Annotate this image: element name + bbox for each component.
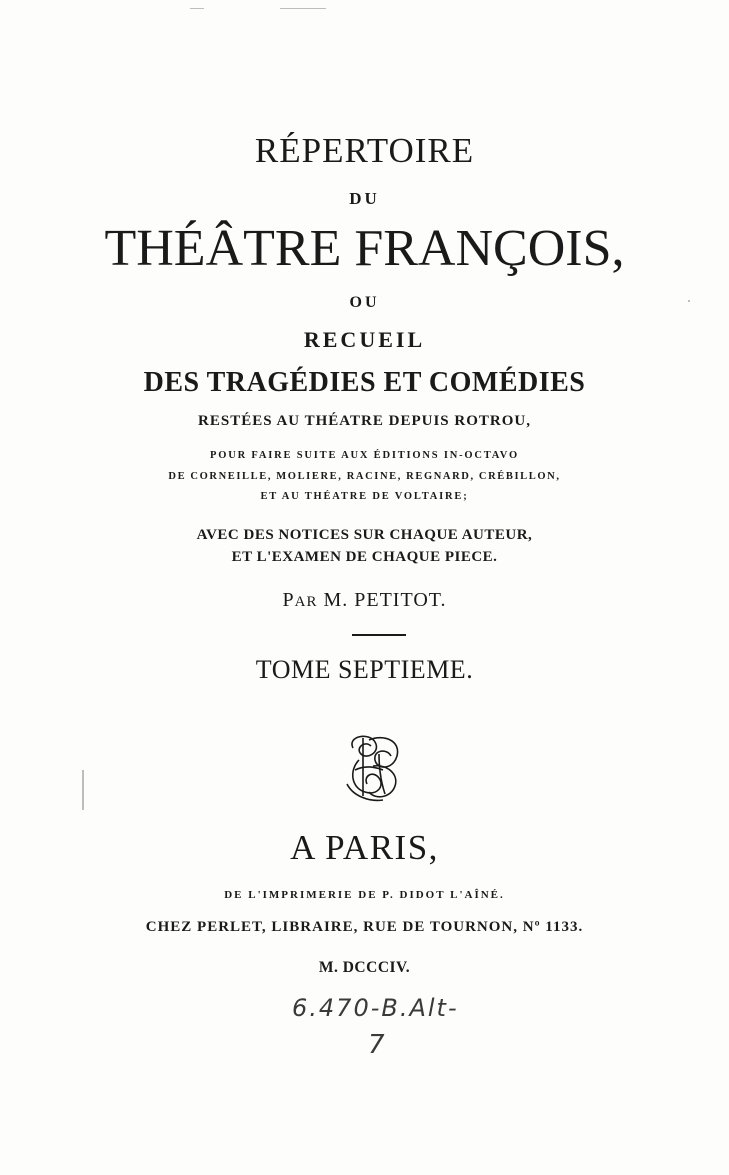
subtitle-restees: RESTÉES AU THÉATRE DEPUIS ROTROU, [198, 413, 531, 429]
title-du: DU [349, 189, 380, 208]
subtitle-recueil: RECUEIL [303, 327, 426, 352]
author-par-rest: AR [294, 594, 318, 610]
title-repertoire: RÉPERTOIRE [254, 131, 475, 170]
imprint-city: A PARIS, [290, 828, 439, 867]
subtitle-voltaire: ET AU THÉATRE DE VOLTAIRE; [260, 491, 469, 502]
author-line [0, 590, 729, 610]
imprint-date: M. DCCCIV. [318, 959, 411, 976]
title-ou: OU [349, 294, 380, 311]
subtitle-examen: ET L'EXAMEN DE CHAQUE PIECE. [231, 549, 498, 565]
subtitle-notices: AVEC DES NOTICES SUR CHAQUE AUTEUR, [196, 527, 533, 543]
scan-speck [688, 300, 690, 302]
author-par-initial: P [282, 589, 295, 611]
author-name: M. PETITOT. [323, 589, 447, 611]
subtitle-tragedies-comedies: DES TRAGÉDIES ET COMÉDIES [143, 367, 586, 398]
title-theatre-francois: THÉÂTRE FRANÇOIS, [104, 220, 625, 277]
decorative-rule [352, 634, 406, 636]
scan-speck [82, 770, 84, 810]
imprint-printer: DE L'IMPRIMERIE DE P. DIDOT L'AÎNÉ. [224, 889, 505, 901]
subtitle-authors-list: DE CORNEILLE, MOLIERE, RACINE, REGNARD, CRÉBILLON, [168, 471, 561, 482]
scan-speck [280, 8, 326, 9]
scan-speck [190, 8, 204, 9]
shelfmark-line-2: 7 [368, 1030, 387, 1060]
subtitle-pour-faire-suite: POUR FAIRE SUITE AUX ÉDITIONS IN-OCTAVO [210, 450, 519, 461]
monogram-ornament-icon [339, 730, 407, 804]
volume-label: TOME SEPTIEME. [255, 655, 474, 684]
shelfmark-line-1: 6.470-B.Alt- [292, 994, 459, 1022]
handwritten-shelfmark [286, 990, 496, 1070]
imprint-publisher: CHEZ PERLET, LIBRAIRE, RUE DE TOURNON, Nº 1133. [145, 919, 584, 935]
